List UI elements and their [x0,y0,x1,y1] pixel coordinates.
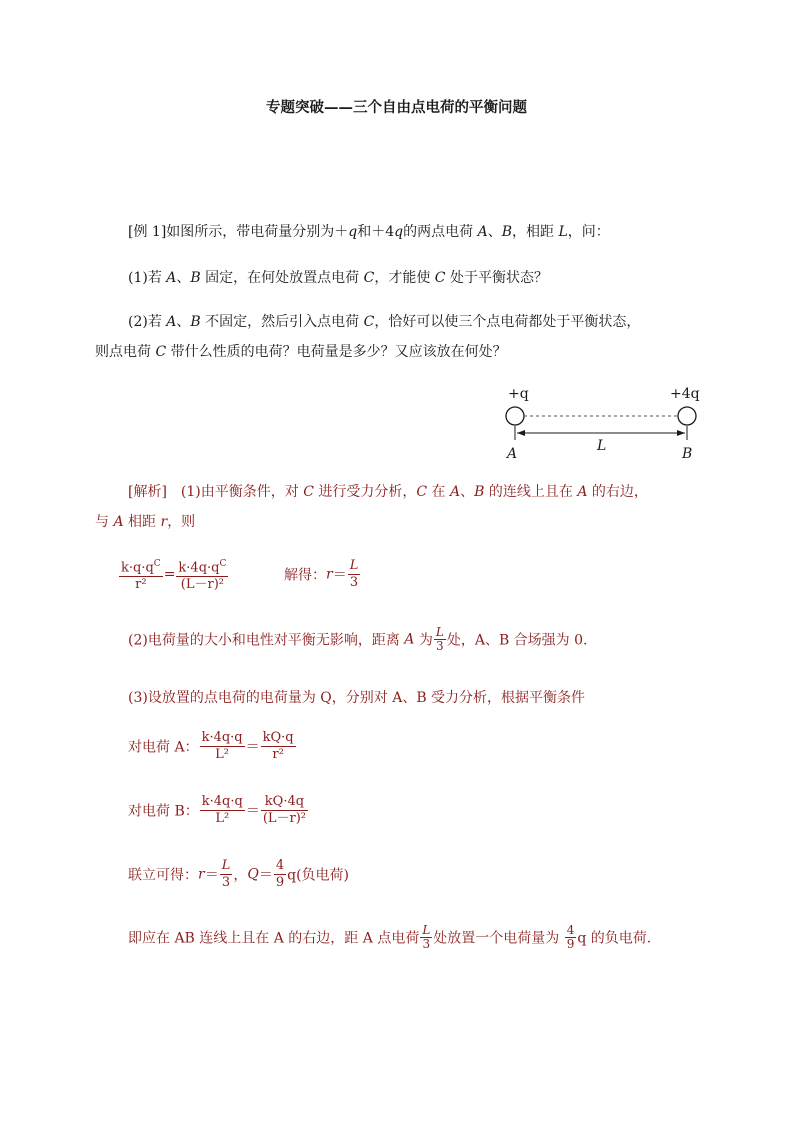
solve-var: r [326,566,333,583]
concl-pre: 即应在 AB 连线上且在 A 的右边，距 A 点电荷 [128,930,420,947]
concl-l-den: 3 [422,937,431,951]
text-segment: 固定，在何处放置点电荷 [200,270,364,286]
text-segment: 的两点电荷 [403,224,478,240]
joint-r-num: L [221,858,231,873]
question-2-line-1 [128,312,640,332]
solution-part-3: (3)设放置的点电荷的电荷量为 Q，分别对 A、B 受力分析，根据平衡条件 [128,690,586,706]
joint-q-num: 4 [275,858,285,873]
question-2-line-2 [95,342,507,362]
math-variable: B [474,484,485,500]
charge-a-circle [506,407,524,425]
solution-line-1 [128,482,648,502]
part2-post: 处， [446,632,475,649]
math-variable: C [434,270,446,286]
math-variable: A [166,270,177,286]
part2-num: L [435,625,444,639]
math-variable: C [155,344,167,360]
part2-mid: 为 [414,632,433,649]
eqA-left-den: L² [215,747,230,762]
text-segment: ，恰好可以使三个点电荷都处于平衡状态， [374,314,641,330]
concl-q-num: 4 [566,923,575,937]
eqB-right-fraction [261,794,308,827]
concl-l-num: L [422,923,431,937]
text-segment: 、 [487,224,502,240]
left-charge-label: +q [508,386,529,402]
text-segment: (2)若 [128,314,167,330]
equation-1: $\frac{k\cdot q\cdot q^C}{\text{r²}}$ = $\frac{k\cdot 4q\cdot q^C}{\text{(L－r)²}}$ [118,556,229,593]
solve-fraction [348,558,361,591]
arrow-left-icon [517,430,525,436]
math-variable: r [160,514,168,530]
eqA-left-num: k·4q·q [201,730,243,745]
math-variable: B [190,314,201,330]
eqA-right-fraction [261,730,296,763]
math-variable: B [190,270,201,286]
eq1-right-den: (L－r)² [180,577,224,593]
solve-num: L [349,558,359,573]
concl-tail: q 的负电荷. [577,930,652,947]
eqB-right-num: kQ·4q [261,794,308,811]
charge-b-circle [678,407,696,425]
math-variable: C [416,484,428,500]
joint-label: 联立可得： [128,867,198,884]
text-segment: ，问： [567,224,610,240]
part2-tail: A、B 合场强为 0. [474,632,588,649]
text-segment: (1)若 [128,270,167,286]
equation-charge-a: 对电荷 A： $\frac{k\cdot 4q\cdot q}{\text{L²}}$ ＝ $\frac{kQ\cdot q}{\text{r²}}$ [128,730,294,762]
eq1-right-sup: C [219,559,227,569]
eqA-label: 对电荷 A： [128,739,199,756]
joint-q-fraction [274,858,286,891]
text-segment: 在 [427,484,451,500]
part2-den: 3 [436,639,444,653]
eq1-left-sup: C [153,559,161,569]
part2-fraction [434,626,446,653]
eq1-left-num: k·q·q [121,560,154,576]
eqA-right-num: kQ·q [262,730,294,745]
text-segment: 、 [460,484,475,500]
text-segment: 则点电荷 [95,344,156,360]
concl-l-fraction [420,924,432,951]
math-variable: C [363,270,375,286]
concl-q-fraction [565,924,577,951]
joint-result: 联立可得：r＝ $\frac{L}{3}$ ，Q＝ $\frac{4}{9}$ q(负电荷) [128,858,349,890]
right-charge-label: +4q [670,386,700,402]
eq1-right-num: k·4q·q [178,560,220,576]
charge-diagram [498,378,708,464]
point-a-label: A [507,446,518,462]
math-variable: L [558,224,568,240]
text-segment: 的连线上且在 [484,484,578,500]
distance-label: L [597,438,607,454]
math-variable: A [477,224,488,240]
part2-a: A [404,631,415,648]
eq1-right-fraction [176,556,228,593]
text-segment: 相距 [123,514,161,530]
joint-r-fraction [220,858,233,891]
question-1 [128,268,548,288]
equation-charge-b: 对电荷 B： $\frac{k\cdot 4q\cdot q}{\text{L²}}$ ＝ $\frac{kQ\cdot 4q}{\text{(L－r)²}}$ [128,794,307,826]
text-segment: 与 [95,514,114,530]
eq1-left-fraction [119,556,163,593]
math-variable: B [501,224,513,240]
eqA-right-den: r² [272,747,284,762]
text-segment: 不固定，然后引入点电荷 [200,314,364,330]
text-segment: [解析] (1)由平衡条件，对 [128,484,304,500]
solve-den: 3 [349,575,359,590]
math-variable: q [394,224,404,240]
point-b-label: B [682,446,693,462]
eqB-left-den: L² [215,811,230,826]
text-segment: ，相距 [512,224,559,240]
text-segment: [例 1]如图所示，带电荷量分别为＋ [128,224,349,240]
math-variable: C [363,314,375,330]
text-segment: 的右边， [587,484,648,500]
part2-pre: (2)电荷量的大小和电性对平衡无影响，距离 [128,632,405,649]
joint-r: r [198,866,205,883]
text-segment: 、 [176,314,191,330]
text-segment: 处于平衡状态？ [445,270,548,286]
conclusion [128,924,651,951]
eqA-left-fraction [200,730,245,763]
eqB-left-fraction [200,794,245,827]
solution-part-2 [128,626,587,653]
math-variable: q [348,224,358,240]
text-segment: 带什么性质的电荷？电荷量是多少？又应该放在何处？ [166,344,507,360]
eq1-left-den: r² [135,577,147,593]
arrow-right-icon [677,430,685,436]
math-variable: A [113,514,124,530]
math-variable: A [166,314,177,330]
text-segment: ，则 [167,514,196,530]
joint-tail: q(负电荷) [287,867,349,884]
joint-q-den: 9 [275,875,285,890]
solve-label: 解得： [284,567,326,584]
text-segment: 进行受力分析， [313,484,417,500]
eqB-left-num: k·4q·q [201,794,243,809]
text-segment: ，才能使 [374,270,435,286]
eqB-right-den: (L－r)² [262,811,307,826]
text-segment: 和＋4 [357,224,395,240]
math-variable: C [303,484,314,500]
concl-q-den: 9 [566,937,575,951]
solution-line-2 [95,512,195,532]
joint-q-var: Q [247,866,259,883]
math-variable: A [450,484,461,500]
math-variable: A [577,484,588,500]
solve-result: 解得：r＝ $\frac{L}{3}$ [284,558,359,590]
text-segment: 、 [176,270,191,286]
joint-r-den: 3 [221,875,231,890]
eqB-label: 对电荷 B： [128,803,199,820]
page-title: 专题突破——三个自由点电荷的平衡问题 [266,99,527,116]
concl-mid: 处放置一个电荷量为 [433,930,564,947]
example-line-1 [128,222,610,242]
